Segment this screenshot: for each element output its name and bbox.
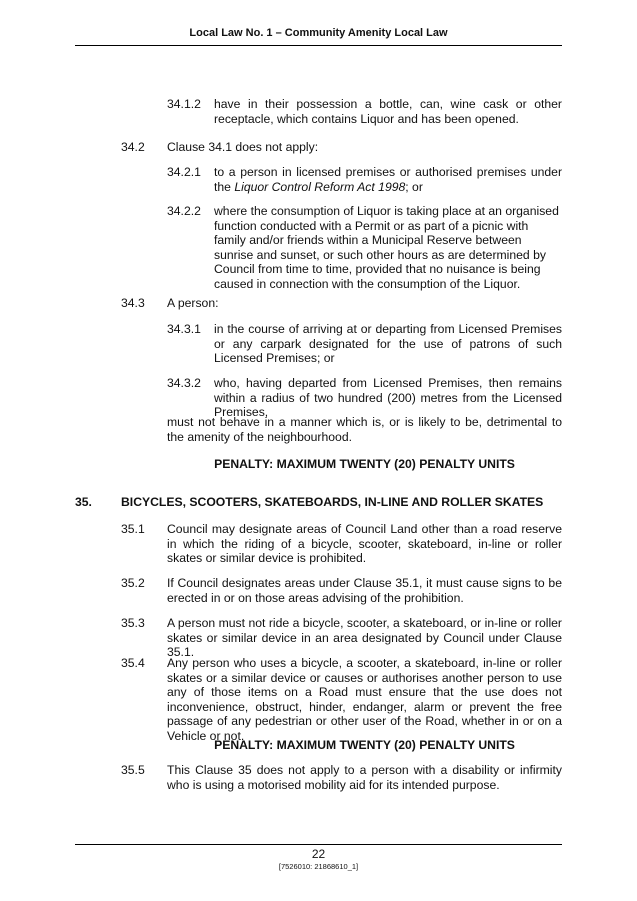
clause-text-34-2-1-pre: to a person in licensed premises or authorised premises under the [214,165,562,194]
clause-text-34-1-2: have in their possession a bottle, can, wine cask or other receptacle, which contains Liquor and has been opened. [214,97,562,126]
clause-text-34-3: A person: [167,296,219,310]
clause-number-34-2-1: 34.2.1 [167,165,201,179]
clause-text-35-1: Council may designate areas of Council Land other than a road reserve in which the riding of a bicycle, scooter, skateboard, in-line or roller skates or similar device is prohibited. [167,522,562,566]
clause-text-34-2-2: where the consumption of Liquor is taking place at an organised function conducted with a Permit or as part of a picnic with family and/or friends within a Municipal Reserve between sunrise and sunset, or such other hours as are determined by Council from time to time, provided that no nuisance is being caused in connection with the consumption of the Liquor. [214,204,559,291]
clause-text-34-2-1-post: ; or [405,179,423,194]
section-number-35: 35. [75,495,92,509]
clause-text-35-4: Any person who uses a bicycle, a scooter, a skateboard, in-line or roller skates or a similar device or causes or authorises another person to use any of those items on a Road must ensure that the use does not inconvenience, obstruct, hinder, endanger, alarm or prevent the free passage of any pedestrian or other user of the Road, whether in or on a Vehicle or not. [167,656,562,743]
page-header-title: Local Law No. 1 – Community Amenity Local Law [75,27,562,46]
clause-text-35-3: A person must not ride a bicycle, scooter, a skateboard, or in-line or roller skates or similar device in an area designated by Council under Clause 35.1. [167,616,562,660]
clause-text-34-3-2: who, having departed from Licensed Premises, then remains within a radius of two hundred (200) metres from the Licensed Premises, [214,376,562,420]
penalty-statement-2: PENALTY: MAXIMUM TWENTY (20) PENALTY UNITS [214,738,515,752]
clause-text-35-5: This Clause 35 does not apply to a person with a disability or infirmity who is using a motorised mobility aid for its intended purpose. [167,763,562,792]
clause-number-34-2: 34.2 [121,140,145,154]
clause-number-34-3-1: 34.3.1 [167,322,201,336]
act-name: Liquor Control Reform Act 1998 [234,179,406,194]
clause-number-34-2-2: 34.2.2 [167,204,201,218]
page-number: 22 [311,847,326,861]
clause-number-34-1-2: 34.1.2 [167,97,201,111]
penalty-statement-1: PENALTY: MAXIMUM TWENTY (20) PENALTY UNITS [214,457,515,471]
clause-text-34-2-1 [214,165,562,194]
section-heading-35: BICYCLES, SCOOTERS, SKATEBOARDS, IN-LINE AND ROLLER SKATES [121,495,544,509]
clause-text-34-3-1: in the course of arriving at or departing from Licensed Premises or any carpark designated for the use of patrons of such Licensed Premises; or [214,322,562,366]
clause-number-34-3-2: 34.3.2 [167,376,201,390]
clause-number-34-3: 34.3 [121,296,145,310]
clause-number-35-2: 35.2 [121,576,145,590]
clause-text-34-2: Clause 34.1 does not apply: [167,140,319,154]
clause-text-35-2: If Council designates areas under Clause 35.1, it must cause signs to be erected in or on those areas advising of the prohibition. [167,576,562,605]
clause-number-35-5: 35.5 [121,763,145,777]
clause-34-3-tail-text: must not behave in a manner which is, or is likely to be, detrimental to the amenity of the neighbourhood. [167,415,562,444]
clause-number-35-1: 35.1 [121,522,145,536]
clause-number-35-4: 35.4 [121,656,145,670]
clause-number-35-3: 35.3 [121,616,145,630]
document-reference: [7526010: 21868610_1] [278,862,359,871]
footer-divider [75,844,562,845]
